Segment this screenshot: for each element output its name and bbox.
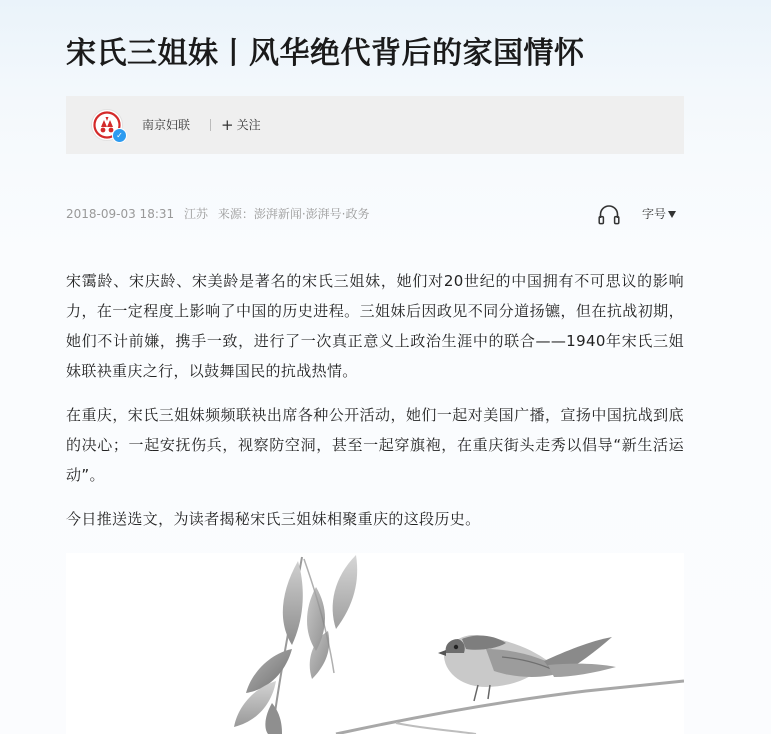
- article-meta: [66, 206, 375, 222]
- follow-button[interactable]: [221, 117, 261, 133]
- article-paragraph: 宋霭龄、宋庆龄、宋美龄是著名的宋氏三姐妹，她们对20世纪的中国拥有不可思议的影响力，在一定程度上影响了中国的历史进程。三姐妹后因政见不同分道扬镳，但在抗战初期，她们不计前嫌，携手一致，进行了一次真正意义上政治生涯中的联合——1940年宋氏三姐妹联袂重庆之行，以鼓舞国民的抗战热情。: [66, 272, 684, 380]
- caret-down-icon: [668, 211, 676, 218]
- article-source: 来源：澎湃新闻·澎湃号·政务: [217, 207, 370, 221]
- verified-badge-icon: ✓: [112, 128, 127, 143]
- article-body: [66, 266, 684, 548]
- bird-on-branch-painting: [66, 553, 684, 734]
- author-bar: [66, 96, 684, 154]
- article-paragraph: 今日推送选文，为读者揭秘宋氏三姐妹相聚重庆的这段历史。: [66, 510, 481, 528]
- author-divider: [210, 119, 211, 131]
- publish-datetime: 2018-09-03 18:31: [66, 207, 175, 221]
- article-title: 宋氏三姐妹丨风华绝代背后的家国情怀: [66, 36, 585, 71]
- headphone-icon[interactable]: [597, 203, 621, 225]
- author-name[interactable]: 南京妇联: [142, 118, 191, 132]
- article-paragraph: 在重庆，宋氏三姐妹频频联袂出席各种公开活动，她们一起对美国广播，宣扬中国抗战到底的决心；一起安抚伤兵，视察防空洞，甚至一起穿旗袍，在重庆街头走秀以倡导“新生活运动”。: [66, 406, 684, 484]
- follow-label: 关注: [236, 118, 261, 132]
- font-size-button[interactable]: [642, 206, 676, 222]
- font-size-label: 字号: [642, 207, 667, 221]
- plus-icon: +: [221, 116, 234, 134]
- publish-location: 江苏: [183, 207, 208, 221]
- article-image: [66, 553, 684, 734]
